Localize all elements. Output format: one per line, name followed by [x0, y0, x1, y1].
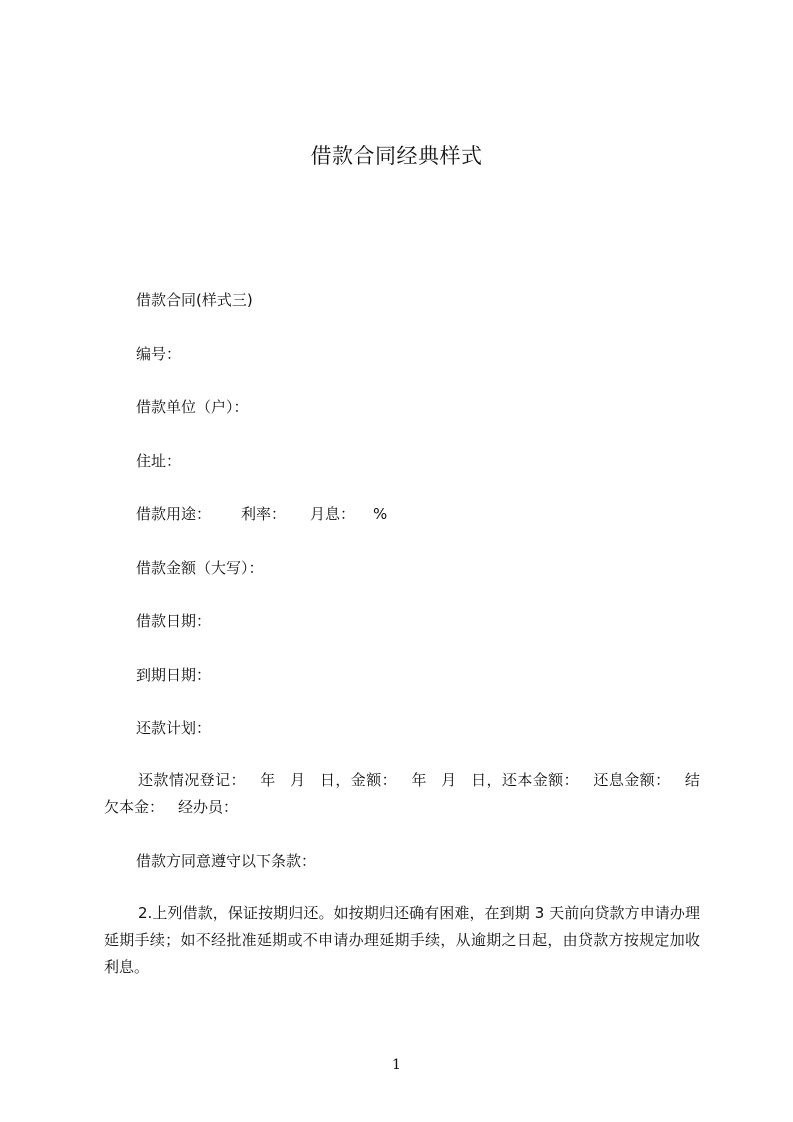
document-title: 借款合同经典样式	[310, 144, 483, 168]
rate-field-label: 利率：	[241, 505, 287, 523]
contract-type-label: 借款合同(样式三)	[136, 291, 253, 309]
number-field-label: 编号：	[136, 345, 182, 363]
agree-clause-text: 借款方同意遵守以下条款：	[136, 852, 317, 870]
clause-2-paragraph: 2.上列借款，保证按期归还。如按期归还确有困难，在到期 3 天前向贷款方申请办理延期手续；如不经批准延期或不申请办理延期手续，从逾期之日起，由贷款方按规定加收利息。	[104, 904, 700, 976]
purpose-rate-line	[136, 503, 387, 525]
page-number: 1	[392, 1057, 401, 1073]
due-date-field-label: 到期日期：	[136, 666, 212, 684]
purpose-field-label: 借款用途：	[136, 505, 212, 523]
repay-plan-field-label: 还款计划：	[136, 719, 212, 737]
repayment-record-paragraph: 还款情况登记： 年 月 日，金额： 年 月 日，还本金额： 还息金额： 结欠本金： 经办员：	[104, 771, 700, 816]
borrower-field-label: 借款单位（户）：	[136, 398, 249, 416]
percent-sign: %	[373, 505, 388, 523]
monthly-interest-label: 月息：	[310, 505, 356, 523]
amount-field-label: 借款金额（大写）：	[136, 559, 264, 577]
loan-date-field-label: 借款日期：	[136, 612, 212, 630]
address-field-label: 住址：	[136, 452, 182, 470]
